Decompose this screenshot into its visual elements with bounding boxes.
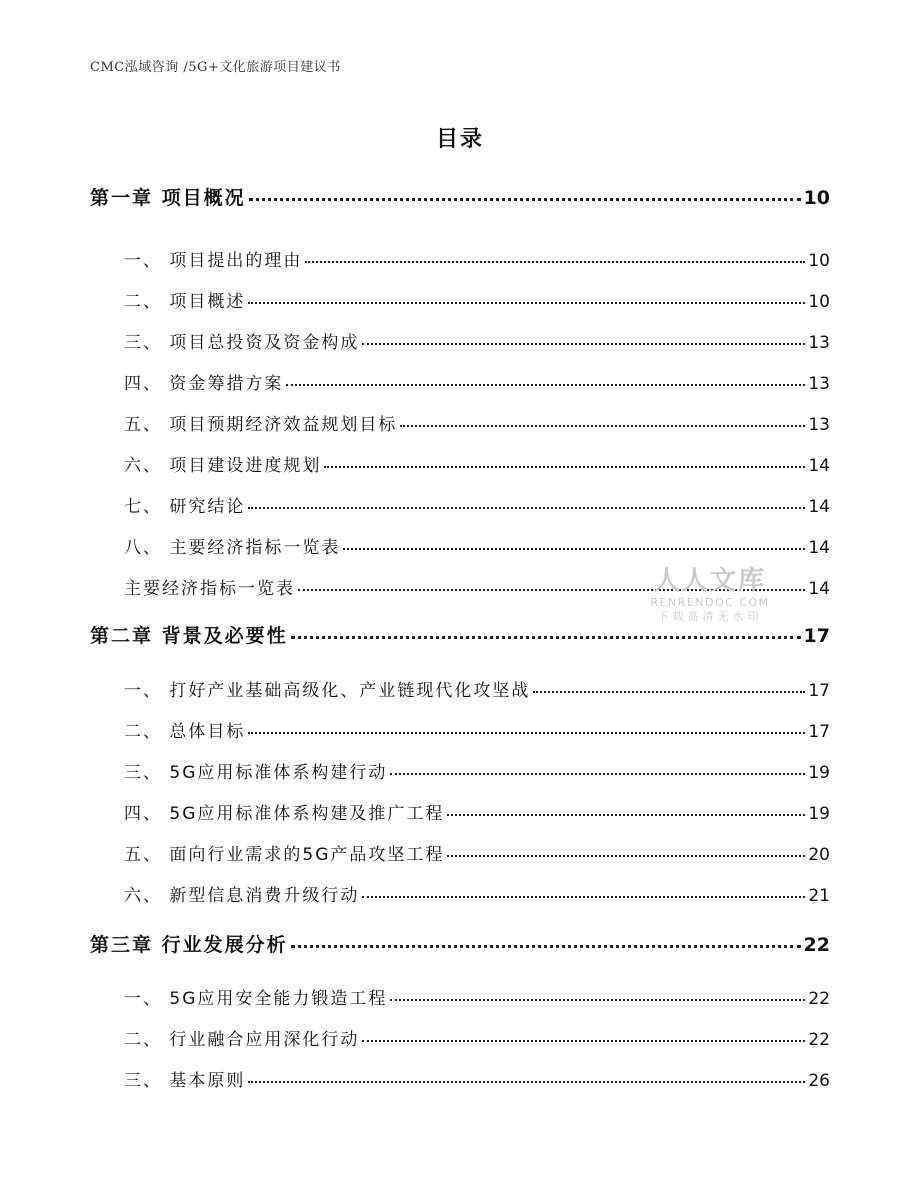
toc-page-number: 13 — [808, 333, 830, 353]
leader-dots — [248, 732, 805, 734]
leader-dots — [390, 773, 805, 775]
watermark-slogan: 下载高清无水印 — [657, 610, 763, 623]
toc-chapter-label: 第一章 项目概况 — [90, 187, 246, 209]
toc-page-number: 10 — [808, 251, 830, 271]
leader-dots — [248, 302, 805, 304]
toc-entry-label: 七、 研究结论 — [124, 497, 246, 517]
leader-dots — [447, 814, 805, 816]
toc-entry-label: 四、 资金筹措方案 — [124, 374, 284, 394]
toc-entry-label: 二、 总体目标 — [124, 722, 246, 742]
toc-entry-label: 四、 5G应用标准体系构建及推广工程 — [124, 804, 445, 824]
toc-page-number: 10 — [808, 292, 830, 312]
toc-entry-label: 二、 项目概述 — [124, 292, 246, 312]
toc-page-number: 22 — [803, 934, 830, 956]
toc-entry-label: 三、 项目总投资及资金构成 — [124, 333, 360, 353]
leader-dots — [362, 343, 805, 345]
toc-entry[interactable] — [124, 410, 830, 436]
toc-entry-label: 二、 行业融合应用深化行动 — [124, 1030, 360, 1050]
watermark — [646, 566, 774, 624]
toc-entry[interactable] — [124, 492, 830, 518]
leader-dots — [533, 691, 805, 693]
toc-page-number: 13 — [808, 374, 830, 394]
toc-entry-label: 六、 新型信息消费升级行动 — [124, 886, 360, 906]
leader-dots — [286, 384, 805, 386]
toc-page-number: 26 — [808, 1071, 830, 1091]
toc-entry-label: 三、 5G应用标准体系构建行动 — [124, 763, 388, 783]
toc-page-number: 17 — [803, 625, 830, 647]
leader-dots — [447, 855, 805, 857]
toc-chapter-1[interactable] — [90, 183, 830, 213]
leader-dots — [248, 1081, 805, 1083]
toc-entry-label: 一、 项目提出的理由 — [124, 251, 303, 271]
toc-page-number: 17 — [808, 681, 830, 701]
leader-dots — [400, 425, 805, 427]
toc-entry[interactable] — [124, 533, 830, 559]
watermark-name: 人人文库 — [653, 566, 766, 596]
toc-entry[interactable] — [124, 1025, 830, 1051]
toc-page-number: 22 — [808, 1030, 830, 1050]
toc-entry-label: 八、 主要经济指标一览表 — [124, 538, 341, 558]
toc-entry-label: 三、 基本原则 — [124, 1071, 246, 1091]
toc-page-number: 14 — [808, 456, 830, 476]
toc-page-number: 14 — [808, 538, 830, 558]
toc-entry-label: 主要经济指标一览表 — [124, 579, 295, 599]
toc-page-number: 13 — [808, 415, 830, 435]
toc-entry[interactable] — [124, 758, 830, 784]
toc-entry[interactable] — [124, 328, 830, 354]
leader-dots — [343, 548, 805, 550]
leader-dots — [305, 261, 805, 263]
toc-entry[interactable] — [124, 984, 830, 1010]
toc-entry[interactable] — [124, 369, 830, 395]
leader-dots — [362, 896, 805, 898]
toc-page-number: 19 — [808, 804, 830, 824]
leader-dots — [249, 198, 801, 201]
leader-dots — [291, 636, 801, 639]
leader-dots — [291, 945, 801, 948]
toc-entry[interactable] — [124, 246, 830, 272]
toc-entry[interactable] — [124, 676, 830, 702]
leader-dots — [324, 466, 805, 468]
toc-page-number: 19 — [808, 763, 830, 783]
leader-dots — [248, 507, 805, 509]
toc-chapter-label: 第三章 行业发展分析 — [90, 934, 288, 956]
toc-page-number: 20 — [808, 845, 830, 865]
toc-entry[interactable] — [124, 287, 830, 313]
toc-chapter-3[interactable] — [90, 930, 830, 960]
toc-entry-label: 一、 打好产业基础高级化、产业链现代化攻坚战 — [124, 681, 531, 701]
toc-entry[interactable] — [124, 799, 830, 825]
toc-page-number: 21 — [808, 886, 830, 906]
toc-entry-label: 五、 面向行业需求的5G产品攻坚工程 — [124, 845, 445, 865]
toc-entry[interactable] — [124, 881, 830, 907]
leader-dots — [362, 1040, 805, 1042]
toc-title: 目录 — [435, 127, 484, 152]
watermark-domain: RENRENDOC.COM — [650, 596, 770, 609]
toc-entry[interactable] — [124, 840, 830, 866]
toc-chapter-label: 第二章 背景及必要性 — [90, 625, 288, 647]
toc-entry[interactable] — [124, 451, 830, 477]
toc-page-number: 14 — [808, 579, 830, 599]
toc-page-number: 10 — [803, 187, 830, 209]
toc-entry[interactable] — [124, 717, 830, 743]
toc-entry-label: 五、 项目预期经济效益规划目标 — [124, 415, 398, 435]
toc-page-number: 22 — [808, 989, 830, 1009]
toc-page-number: 17 — [808, 722, 830, 742]
leader-dots — [390, 999, 805, 1001]
toc-page-number: 14 — [808, 497, 830, 517]
toc-entry[interactable] — [124, 1066, 830, 1092]
toc-chapter-2[interactable] — [90, 621, 830, 651]
document-header: CMC泓域咨询 /5G+文化旅游项目建议书 — [90, 60, 341, 75]
toc-entry-label: 六、 项目建设进度规划 — [124, 456, 322, 476]
toc-entry-label: 一、 5G应用安全能力锻造工程 — [124, 989, 388, 1009]
